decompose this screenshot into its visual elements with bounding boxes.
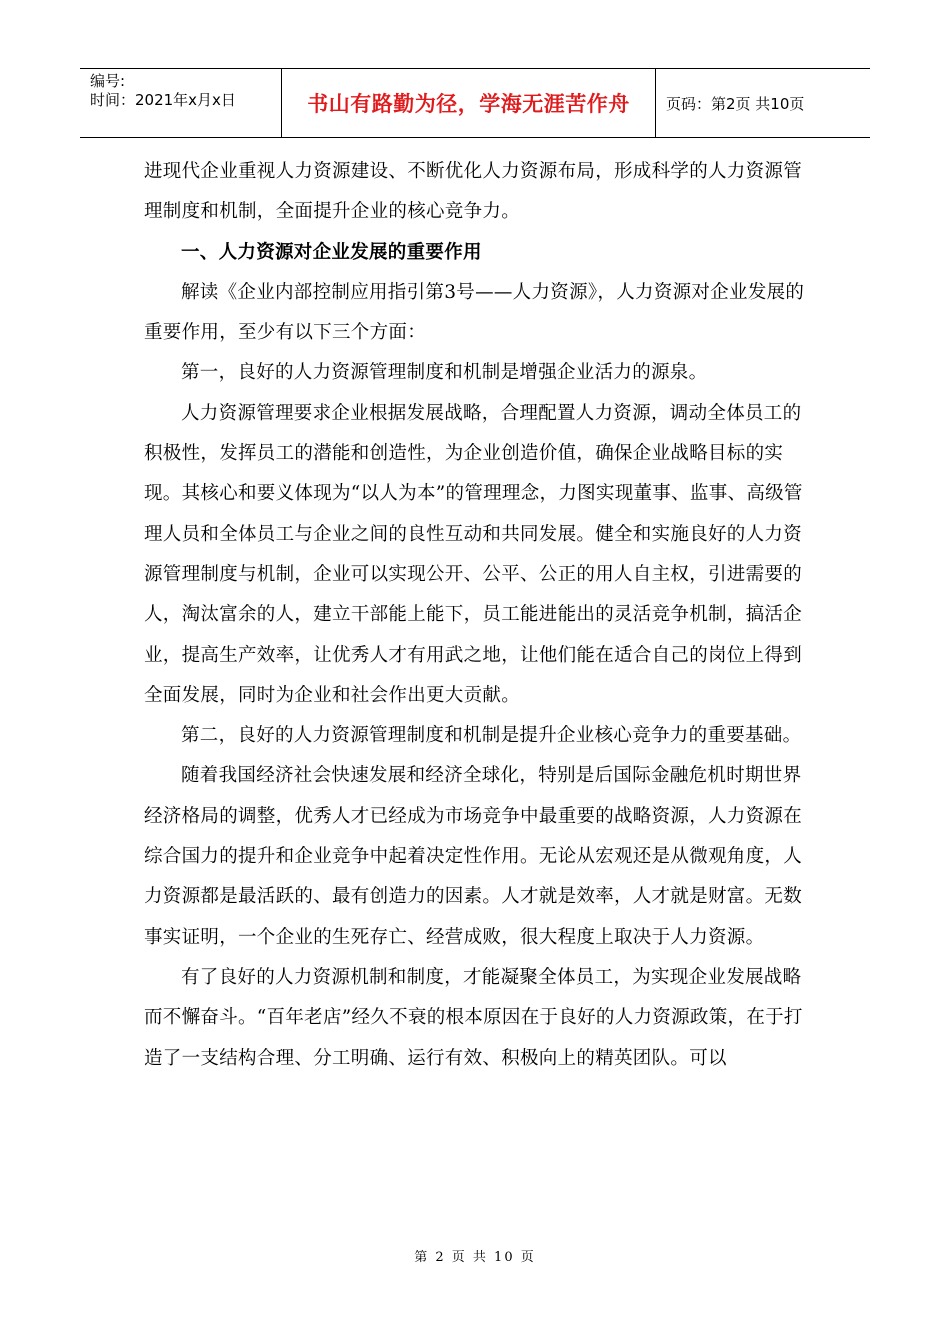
header-table xyxy=(80,68,870,138)
document-body xyxy=(144,152,808,1079)
paragraph: 有了良好的人力资源机制和制度，才能凝聚全体员工，为实现企业发展战略而不懈奋斗。“百年老店”经久不衰的根本原因在于良好的人力资源政策，在于打造了一支结构合理、分工明确、运行有效、积极向上的精英团队。可以 xyxy=(144,966,803,1069)
paragraph: 随着我国经济社会快速发展和经济全球化，特别是后国际金融危机时期世界经济格局的调整，优秀人才已经成为市场竞争中最重要的战略资源，人力资源在综合国力的提升和企业竞争中起着决定性作用。无论从宏观还是从微观角度，人力资源都是最活跃的、最有创造力的因素。人才就是效率，人才就是财富。无数事实证明，一个企业的生死存亡、经营成败，很大程度上取决于人力资源。 xyxy=(144,765,803,948)
header-meta-cell xyxy=(80,69,282,137)
paragraph: 第一，良好的人力资源管理制度和机制是增强企业活力的源泉。 xyxy=(181,362,708,384)
page-footer: 第 2 页 共 10 页 xyxy=(414,1250,536,1265)
paragraph: 人力资源管理要求企业根据发展战略，合理配置人力资源，调动全体员工的积极性，发挥员工的潜能和创造性，为企业创造价值，确保企业战略目标的实现。其核心和要义体现为“以人为本”的管理理念，力图实现董事、监事、高级管理人员和全体员工与企业之间的良性互动和共同发展。健全和实施良好的人力资源管理制度与机制，企业可以实现公开、公平、公正的用人自主权，引进需要的人，淘汰富余的人，建立干部能上能下，员工能进能出的灵活竞争机制，搞活企业，提高生产效率，让优秀人才有用武之地，让他们能在适合自己的岗位上得到全面发展，同时为企业和社会作出更大贡献。 xyxy=(144,402,803,706)
paragraph: 解读《企业内部控制应用指引第3号——人力资源》，人力资源对企业发展的重要作用，至少有以下三个方面： xyxy=(144,281,805,344)
section-heading: 一、人力资源对企业发展的重要作用 xyxy=(181,241,482,263)
header-page-label: 页码：第2页 共10页 xyxy=(666,94,805,113)
document-number-label: 编号: xyxy=(90,72,126,90)
document-date-label: 时间：2021年x月x日 xyxy=(90,91,236,109)
header-motto: 书山有路勤为径，学海无涯苦作舟 xyxy=(282,69,656,137)
paragraph-continued: 进现代企业重视人力资源建设、不断优化人力资源布局，形成科学的人力资源管理制度和机制，全面提升企业的核心竞争力。 xyxy=(144,161,803,223)
paragraph: 第二，良好的人力资源管理制度和机制是提升企业核心竞争力的重要基础。 xyxy=(181,725,802,747)
